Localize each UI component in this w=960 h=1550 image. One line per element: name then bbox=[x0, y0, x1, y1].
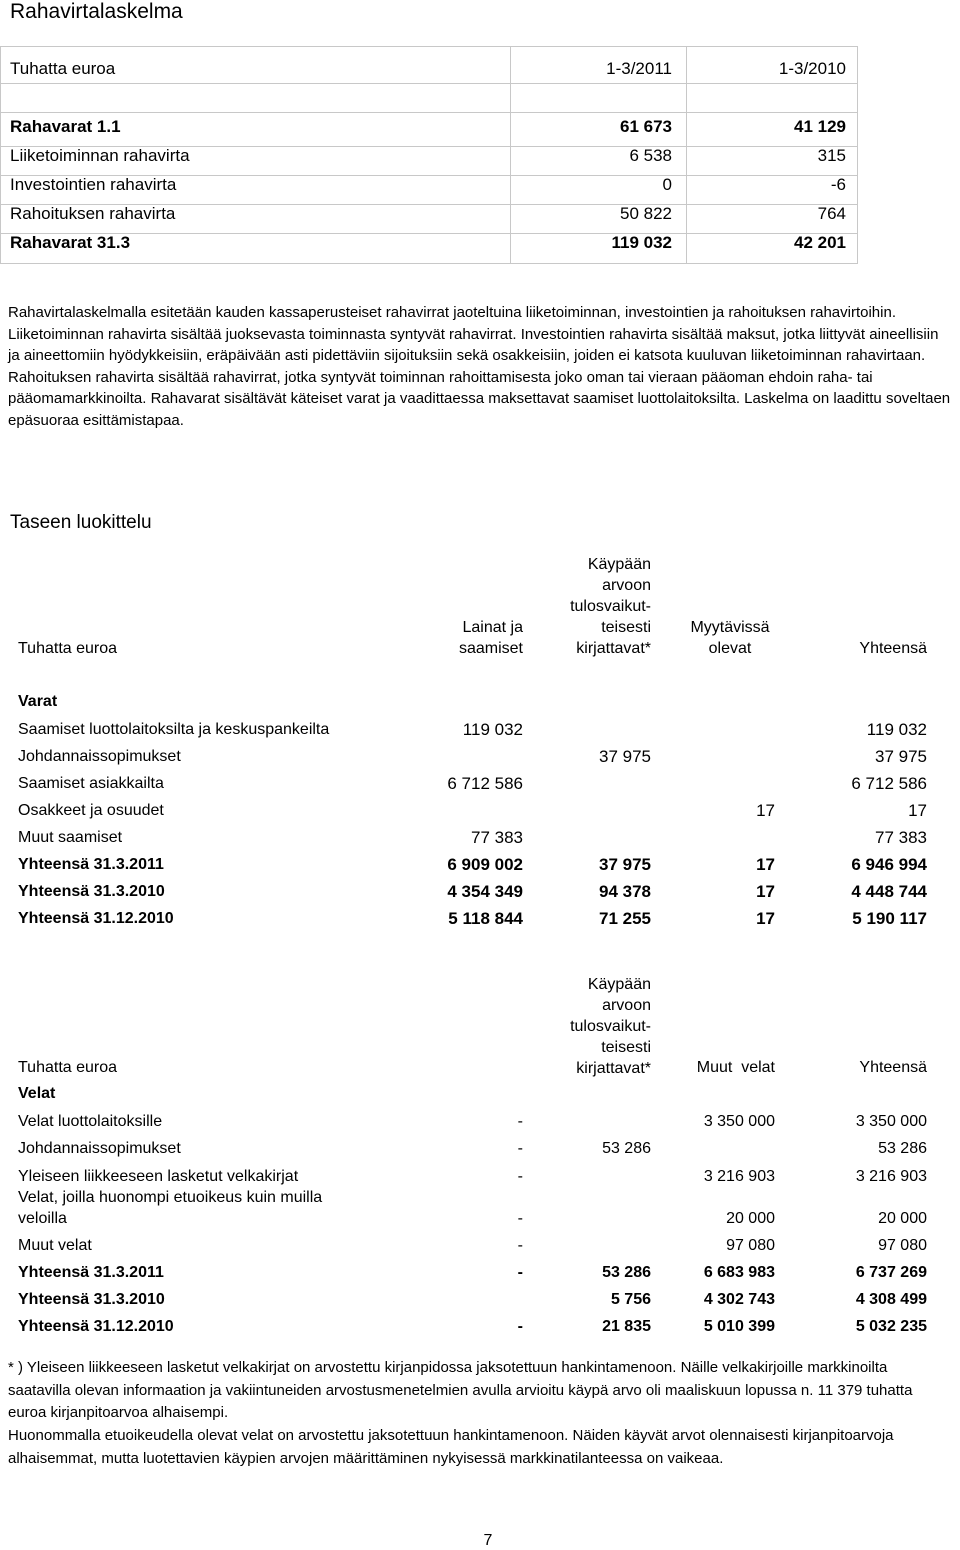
row-label: Velat luottolaitoksille bbox=[18, 1113, 163, 1130]
row-value-col2: 37 975 bbox=[599, 855, 651, 874]
header-col2: 1-3/2010 bbox=[778, 59, 846, 78]
row-label: Johdannaissopimukset bbox=[18, 1140, 181, 1157]
row-value-2010: 315 bbox=[817, 146, 846, 165]
row-label: Yleiseen liikkeeseen lasketut velkakirjat bbox=[18, 1168, 299, 1185]
row-label: Rahoituksen rahavirta bbox=[10, 204, 176, 223]
row-label: Yhteensä 31.3.2011 bbox=[18, 1264, 164, 1281]
row-label: Yhteensä 31.3.2010 bbox=[18, 1291, 165, 1308]
row-label: Saamiset luottolaitoksilta ja keskuspankeilta bbox=[18, 721, 330, 738]
row-value-col3: 5 010 399 bbox=[703, 1318, 775, 1335]
row-value-2011: 119 032 bbox=[611, 233, 672, 252]
row-value-2011: 50 822 bbox=[620, 204, 672, 223]
table-row bbox=[0, 1135, 960, 1162]
table-row bbox=[0, 199, 858, 228]
assets-header-col2: Käypään arvoon tulosvaikut- teisesti kirjattavat* bbox=[570, 556, 651, 657]
row-value-col1: 6 712 586 bbox=[447, 774, 523, 793]
row-value-col4: 53 286 bbox=[878, 1140, 927, 1157]
table-row bbox=[0, 1232, 960, 1259]
table-row bbox=[0, 770, 960, 797]
cashflow-table bbox=[0, 46, 858, 264]
row-value-col4: 6 712 586 bbox=[851, 774, 927, 793]
row-value-col1: 5 118 844 bbox=[448, 909, 523, 928]
row-value-col4: 97 080 bbox=[878, 1237, 927, 1254]
row-value-col4: 4 308 499 bbox=[855, 1291, 927, 1308]
header-col1: 1-3/2011 bbox=[606, 59, 672, 78]
row-value-2010: 41 129 bbox=[794, 117, 846, 136]
row-value-col4: 5 032 235 bbox=[855, 1318, 927, 1335]
row-value-col1: - bbox=[517, 1264, 523, 1281]
table-row bbox=[0, 797, 960, 824]
row-value-col2: 53 286 bbox=[602, 1264, 651, 1281]
row-value-col1: - bbox=[517, 1210, 523, 1227]
liabilities-header-col3: Muut velat bbox=[696, 1059, 775, 1076]
row-value-col2: 94 378 bbox=[599, 882, 651, 901]
group-label: Velat bbox=[18, 1085, 56, 1102]
assets-header-label: Tuhatta euroa bbox=[18, 640, 118, 657]
table-row bbox=[0, 1259, 960, 1286]
row-label: Yhteensä 31.12.2010 bbox=[18, 910, 174, 927]
row-value-2010: 42 201 bbox=[794, 233, 846, 252]
table-row bbox=[0, 1286, 960, 1313]
row-value-col1: 4 354 349 bbox=[447, 882, 523, 901]
row-value-col2: 21 835 bbox=[602, 1318, 651, 1335]
table-row bbox=[0, 141, 858, 170]
row-label: Velat, joilla huonompi etuoikeus kuin muilla veloilla bbox=[18, 1189, 323, 1227]
row-value-col2: 53 286 bbox=[602, 1140, 651, 1157]
row-value-col3: 3 216 903 bbox=[703, 1168, 775, 1185]
header-label: Tuhatta euroa bbox=[10, 59, 116, 78]
row-value-col3: 20 000 bbox=[726, 1210, 775, 1227]
cashflow-header-row bbox=[0, 54, 858, 83]
row-value-2011: 0 bbox=[662, 175, 672, 194]
row-value-col3: 6 683 983 bbox=[703, 1264, 775, 1281]
footnote-subordinated: Huonommalla etuoikeudella olevat velat on arvostettu jaksotettuun hankintamenoon. Näiden käyvät arvot olennaisesti kirjanpitoarvoja alhaisemmat, mutta luotettavien käypien arvojen määrittäminen nykyisessä markkinatilanteessa on vaikeaa. bbox=[8, 1427, 894, 1467]
row-value-col1: - bbox=[517, 1113, 523, 1130]
row-value-col4: 77 383 bbox=[875, 828, 927, 847]
row-value-col4: 3 216 903 bbox=[855, 1168, 927, 1185]
table-row bbox=[0, 824, 960, 851]
liabilities-header-col4: Yhteensä bbox=[859, 1059, 927, 1076]
assets-group-label bbox=[0, 688, 960, 715]
table-row bbox=[0, 743, 960, 770]
row-value-col3: 4 302 743 bbox=[703, 1291, 775, 1308]
row-label: Yhteensä 31.3.2011 bbox=[18, 856, 164, 873]
page-number: 7 bbox=[483, 1532, 493, 1549]
row-label: Muut velat bbox=[18, 1237, 92, 1254]
assets-header-col3: Myytävissä olevat bbox=[690, 619, 770, 657]
row-label: Investointien rahavirta bbox=[10, 175, 177, 194]
table-row bbox=[0, 112, 858, 141]
cashflow-description: Rahavirtalaskelmalla esitetään kauden kassaperusteiset rahavirrat jaoteltuina liiketoiminnan, investointien ja rahoituksen rahavirtoihin. Liiketoiminnan rahavirta sisältää juoksevasta toiminnasta syntyvät rahavirrat. Investointien rahavirta sisältää maksut, jotka liittyvät aineellisiin ja aineettomiin hyödykkeisiin, eräpäivään asti pidettäviin sijoituksiin sekä osakkeisiin, joiden ei katsota kuuluvan liiketoiminnan rahavirtaan. Rahoituksen rahavirta sisältää rahavirrat, jotka syntyvät toiminnan rahoittamisesta joko oman tai vieraan pääoman ehdoin raha- tai pääomamarkkinoilta. Rahavarat sisältävät käteiset varat ja vaadittaessa maksettavat saamiset luottolaitoksilta. Laskelma on laadittu soveltaen epäsuoraa esittämistapaa. bbox=[8, 304, 951, 429]
row-label: Rahavarat 1.1 bbox=[10, 117, 121, 136]
table-row bbox=[0, 905, 960, 932]
assets-header-col1: Lainat ja saamiset bbox=[458, 619, 523, 657]
row-value-col1: - bbox=[517, 1168, 523, 1185]
row-label: Rahavarat 31.3 bbox=[10, 233, 131, 252]
table-row bbox=[0, 1163, 960, 1190]
liabilities-group-label bbox=[0, 1080, 960, 1107]
row-value-col2: 5 756 bbox=[610, 1291, 651, 1308]
row-value-col4: 3 350 000 bbox=[855, 1113, 927, 1130]
row-value-col4: 17 bbox=[908, 801, 927, 820]
row-value-col3: 17 bbox=[756, 909, 775, 928]
group-label: Varat bbox=[18, 693, 58, 710]
row-value-2010: 764 bbox=[817, 204, 846, 223]
cashflow-title: Rahavirtalaskelma bbox=[10, 0, 183, 23]
table-row bbox=[0, 1187, 960, 1232]
row-value-col1: 119 032 bbox=[462, 720, 523, 739]
row-value-col1: - bbox=[517, 1237, 523, 1254]
row-value-col4: 6 946 994 bbox=[851, 855, 927, 874]
row-value-col3: 17 bbox=[756, 801, 775, 820]
row-value-col4: 119 032 bbox=[866, 720, 927, 739]
row-value-col1: - bbox=[517, 1318, 523, 1335]
row-value-col3: 3 350 000 bbox=[703, 1113, 775, 1130]
table-row bbox=[0, 1313, 960, 1340]
row-label: Saamiset asiakkailta bbox=[18, 775, 164, 792]
liabilities-header-label: Tuhatta euroa bbox=[18, 1059, 118, 1076]
table-row bbox=[0, 851, 960, 878]
liabilities-header-col2: Käypään arvoon tulosvaikut- teisesti kirjattavat* bbox=[570, 976, 651, 1077]
row-value-col4: 6 737 269 bbox=[855, 1264, 927, 1281]
row-value-col1: - bbox=[517, 1140, 523, 1157]
divider bbox=[0, 83, 858, 84]
row-value-col4: 4 448 744 bbox=[851, 882, 927, 901]
table-row bbox=[0, 1108, 960, 1135]
row-value-2010: -6 bbox=[830, 175, 846, 194]
row-value-col3: 17 bbox=[756, 855, 775, 874]
table-row bbox=[0, 228, 858, 257]
row-value-2011: 61 673 bbox=[620, 117, 672, 136]
row-label: Yhteensä 31.12.2010 bbox=[18, 1318, 174, 1335]
table-row bbox=[0, 170, 858, 199]
table-row bbox=[0, 878, 960, 905]
row-label: Yhteensä 31.3.2010 bbox=[18, 883, 165, 900]
row-value-col2: 37 975 bbox=[599, 747, 651, 766]
row-label: Osakkeet ja osuudet bbox=[18, 802, 164, 819]
row-value-col3: 97 080 bbox=[726, 1237, 775, 1254]
row-value-col4: 37 975 bbox=[875, 747, 927, 766]
footnote-bonds: * ) Yleiseen liikkeeseen lasketut velkakirjat on arvostettu kirjanpidossa jaksotettuun hankintamenoon. Näille velkakirjoille markkinoilta saatavilla olevan informaation ja vakiintuneiden arvostusmenetelmien avulla arvioitu käypä arvo oli maaliskuun lopussa n. 11 379 tuhatta euroa kirjanpitoarvoa alhaisempi. bbox=[8, 1359, 913, 1421]
row-value-col2: 71 255 bbox=[599, 909, 651, 928]
row-value-col4: 20 000 bbox=[878, 1210, 927, 1227]
table-row bbox=[0, 716, 960, 743]
row-value-col1: 6 909 002 bbox=[447, 855, 523, 874]
row-value-col4: 5 190 117 bbox=[852, 909, 927, 928]
balance-title: Taseen luokittelu bbox=[10, 512, 152, 533]
assets-header-col4: Yhteensä bbox=[859, 640, 927, 657]
row-value-2011: 6 538 bbox=[629, 146, 672, 165]
row-value-col1: 77 383 bbox=[471, 828, 523, 847]
row-label: Liiketoiminnan rahavirta bbox=[10, 146, 190, 165]
row-label: Muut saamiset bbox=[18, 829, 123, 846]
row-value-col3: 17 bbox=[756, 882, 775, 901]
row-label: Johdannaissopimukset bbox=[18, 748, 181, 765]
